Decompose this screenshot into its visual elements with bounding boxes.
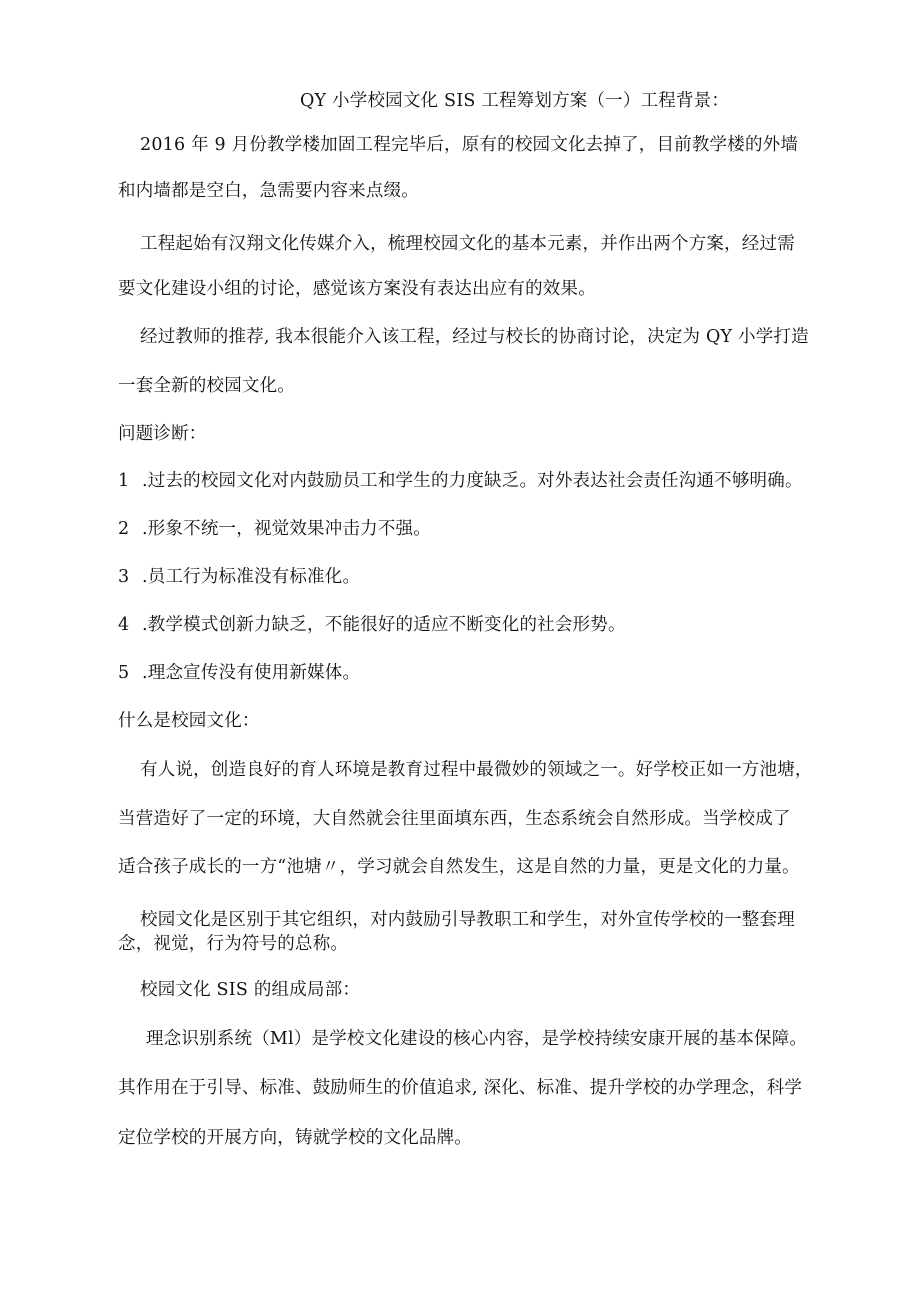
problem-text: .教学模式创新力缺乏，不能很好的适应不断变化的社会形势。 xyxy=(142,615,626,635)
problem-number: 4 xyxy=(118,615,130,635)
problem-text: .形象不统一，视觉效果冲击力不强。 xyxy=(142,519,431,539)
sis-heading: 校园文化 SIS 的组成局部： xyxy=(140,980,361,1000)
problem-text: .员工行为标准没有标准化。 xyxy=(142,567,361,587)
problem-item xyxy=(118,565,360,589)
problem-item xyxy=(118,517,431,541)
paragraph-line: 和内墙都是空白，急需要内容来点缀。 xyxy=(118,181,419,201)
paragraph-line: 要文化建设小组的讨论，感觉该方案没有表达出应有的效果。 xyxy=(118,279,596,299)
paragraph-line: 有人说，创造良好的育人环境是教育过程中最微妙的领域之一。好学校正如一方池塘， xyxy=(140,760,813,780)
paragraph-line: 理念识别系统（Ml）是学校文化建设的核心内容，是学校持续安康开展的基本保障。 xyxy=(146,1029,808,1049)
problem-heading: 问题诊断： xyxy=(118,424,207,444)
paragraph-line: 校园文化是区别于其它组织，对内鼓励引导教职工和学生，对外宣传学校的一整套理 xyxy=(140,910,795,930)
problem-text: .理念宣传没有使用新媒体。 xyxy=(142,663,361,683)
problem-item xyxy=(118,469,803,493)
problem-number: 3 xyxy=(118,567,130,587)
paragraph-line: 定位学校的开展方向，铸就学校的文化品牌。 xyxy=(118,1128,472,1148)
paragraph-line: 2016 年 9 月份教学楼加固工程完毕后，原有的校园文化去掉了，目前教学楼的外墙 xyxy=(140,135,799,155)
paragraph-line: 经过教师的推荐, 我本很能介入该工程，经过与校长的协商讨论，决定为 QY 小学打造 xyxy=(140,327,809,347)
paragraph-line: 一套全新的校园文化。 xyxy=(118,376,295,396)
document-title: QY 小学校园文化 SIS 工程筹划方案（一）工程背景： xyxy=(300,91,730,111)
problem-number: 5 xyxy=(118,663,130,683)
problem-item xyxy=(118,661,360,685)
what-heading: 什么是校园文化： xyxy=(118,711,260,731)
paragraph-line: 其作用在于引导、标准、鼓励师生的价值追求, 深化、标准、提升学校的办学理念，科学 xyxy=(118,1078,803,1098)
problem-item xyxy=(118,613,626,637)
paragraph-line: 当营造好了一定的环境，大自然就会往里面填东西，生态系统会自然形成。当学校成了 xyxy=(118,809,791,829)
paragraph-line: 工程起始有汉翔文化传媒介入，梳理校园文化的基本元素，并作出两个方案，经过需 xyxy=(140,234,795,254)
problem-number: 2 xyxy=(118,519,130,539)
problem-number: 1 xyxy=(118,471,130,491)
paragraph-line: 念，视觉，行为符号的总称。 xyxy=(118,934,349,954)
problem-text: .过去的校园文化对内鼓励员工和学生的力度缺乏。对外表达社会责任沟通不够明确。 xyxy=(142,471,803,491)
paragraph-line: 适合孩子成长的一方“池塘〃，学习就会自然发生，这是自然的力量，更是文化的力量。 xyxy=(118,857,800,877)
